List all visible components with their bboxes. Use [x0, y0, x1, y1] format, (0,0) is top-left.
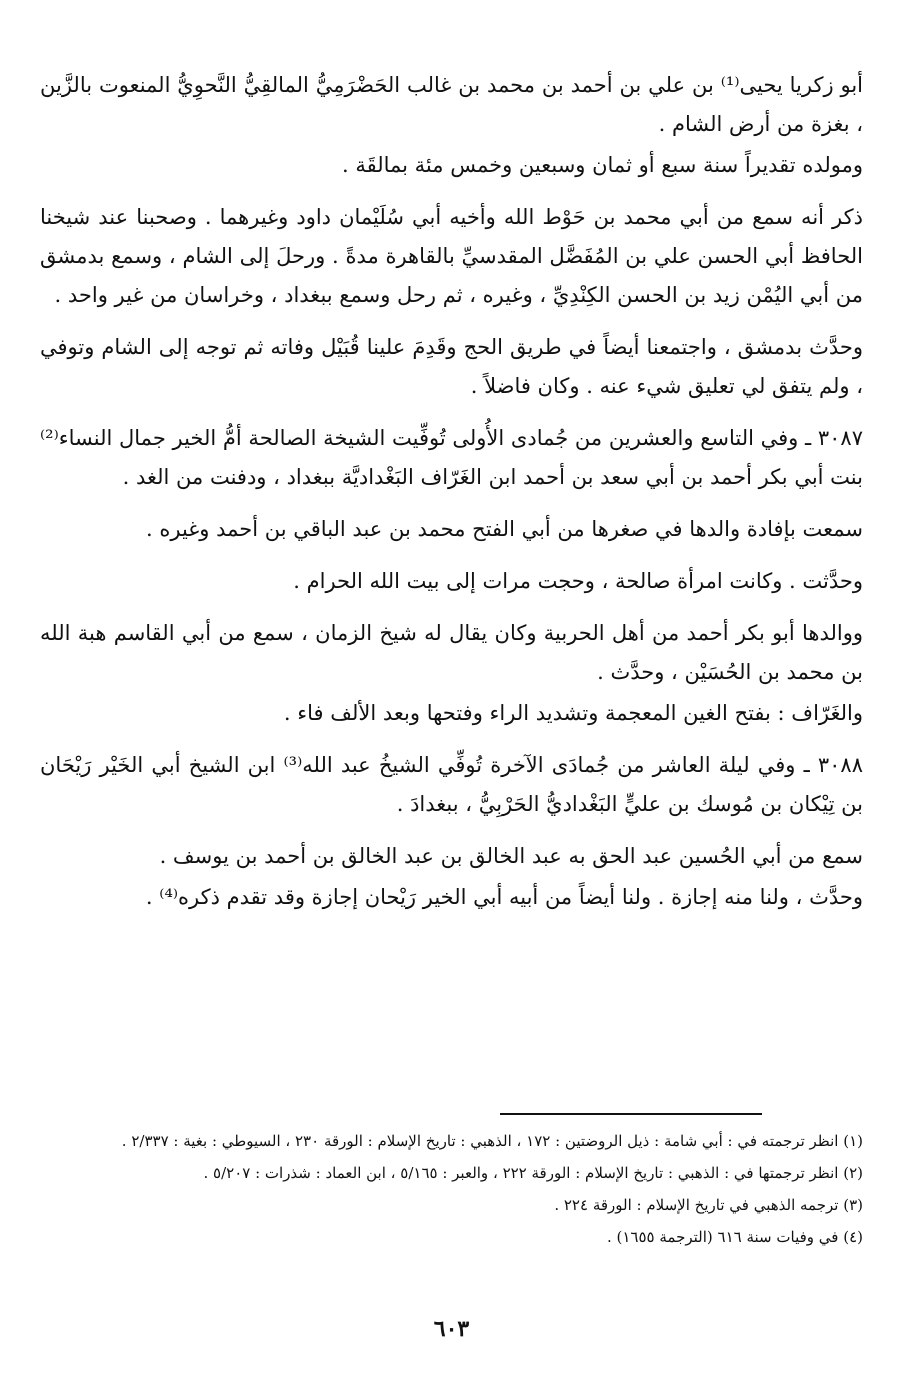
paragraph: سمعت بإفادة والدها في صغرها من أبي الفتح محمد بن عبد الباقي بن أحمد وغيره . [146, 517, 863, 541]
footnote: (٣) ترجمه الذهبي في تاريخ الإسلام : الورقة ٢٢٤ . [554, 1196, 863, 1214]
main-text [40, 66, 863, 917]
footnote-divider [500, 1113, 762, 1115]
entry-3088: ٣٠٨٨ ـ وفي ليلة العاشر من جُمادَى الآخرة تُوفِّي الشيخُ عبد الله⁽³⁾ ابن الشيخ أبي الخَيْر رَيْحَان بن تِيْكان بن مُوسك بن عليٍّ البَغْداديُّ الحَرْبِيُّ ، ببغدادَ . [40, 753, 863, 816]
paragraph: أبو زكريا يحيى⁽¹⁾ بن علي بن أحمد بن محمد بن غالب الحَضْرَمِيُّ المالقِيُّ النَّحوِيُّ المنعوت بالزَّين ، بغزة من أرض الشام . [40, 73, 863, 136]
footnotes [40, 1128, 863, 1256]
footnote: (٢) انظر ترجمتها في : الذهبي : تاريخ الإسلام : الورقة ٢٢٢ ، والعبر : ٥/١٦٥ ، ابن العماد : شذرات : ٥/٢٠٧ . [203, 1164, 863, 1182]
paragraph: وحدَّث بدمشق ، واجتمعنا أيضاً في طريق الحج وقَدِمَ علينا قُبَيْل وفاته ثم توجه إلى الشام وتوفي ، ولم يتفق لي تعليق شيء عنه . وكان فاضلاً . [40, 335, 863, 398]
paragraph: والغَرّاف : بفتح الغين المعجمة وتشديد الراء وفتحها وبعد الألف فاء . [283, 701, 863, 725]
footnote: (١) انظر ترجمته في : أبي شامة : ذيل الروضتين : ١٧٢ ، الذهبي : تاريخ الإسلام : الورقة ٢٣٠ ، السيوطي : بغية : ٢/٣٣٧ . [121, 1132, 863, 1150]
paragraph: وحدَّثت . وكانت امرأة صالحة ، وحجت مرات إلى بيت الله الحرام . [293, 569, 863, 593]
paragraph: ذكر أنه سمع من أبي محمد بن حَوْط الله وأخيه أبي سُلَيْمان داود وغيرهما . وصحبنا عند شيخنا الحافظ أبي الحسن علي بن المُفَضَّل المقدسيِّ بالقاهرة مدةً . ورحلَ إلى الشام ، وسمع بدمشق من أبي اليُمْن زيد بن الحسن الكِنْدِيِّ ، وغيره ، ثم رحل وسمع ببغداد ، وخراسان من غير واحد . [40, 205, 863, 307]
paragraph: وحدَّث ، ولنا منه إجازة . ولنا أيضاً من أبيه أبي الخير رَيْحان إجازة وقد تقدم ذكره⁽⁴⁾ . [145, 885, 863, 909]
paragraph: ومولده تقديراً سنة سبع أو ثمان وسبعين وخمس مئة بمالقَة . [341, 153, 863, 177]
paragraph: سمع من أبي الحُسين عبد الحق به عبد الخالق بن عبد الخالق بن أحمد بن يوسف . [159, 844, 863, 868]
paragraph: ووالدها أبو بكر أحمد من أهل الحربية وكان يقال له شيخ الزمان ، سمع من أبي القاسم هبة الله بن محمد بن الحُسَيْن ، وحدَّث . [40, 621, 863, 684]
entry-3087: ٣٠٨٧ ـ وفي التاسع والعشرين من جُمادى الأُولى تُوفِّيت الشيخة الصالحة أمُّ الخير جمال النساء⁽²⁾ بنت أبي بكر أحمد بن أبي سعد بن أحمد ابن الغَرّاف البَغْداديَّة ببغداد ، ودفنت من الغد . [40, 426, 863, 489]
footnote: (٤) في وفيات سنة ٦١٦ (الترجمة ١٦٥٥) . [606, 1228, 863, 1246]
page-number: ٦٠٣ [433, 1316, 470, 1342]
